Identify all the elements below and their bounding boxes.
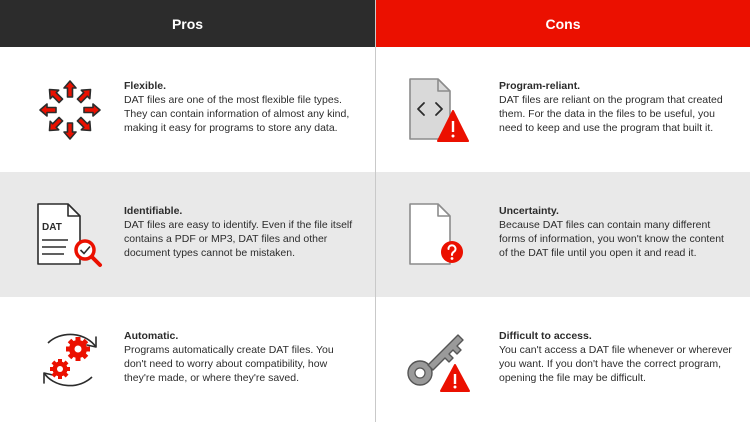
cons-row-program-reliant: [376, 47, 750, 172]
pros-header-label: Pros: [171, 15, 204, 32]
cons-program-reliant-text: [499, 79, 734, 135]
dat-file-search-icon: [30, 200, 110, 270]
pros-automatic-body: Programs automatically create DAT files. You don't need to worry about compatibility, how they're made, or where they're saved.: [124, 344, 334, 384]
code-file-warning-icon: [400, 75, 480, 145]
pros-identifiable-text: [124, 204, 359, 260]
cons-uncertainty-title: Uncertainty.: [499, 205, 559, 217]
cons-header-label: Cons: [545, 15, 581, 32]
pros-flexible-body: DAT files are one of the most flexible file types. They can contain information of almost any kind, making it easy for programs to store any data.: [124, 94, 350, 134]
cons-difficult-access-text: [499, 329, 734, 385]
pros-row-flexible: [0, 47, 375, 172]
pros-row-identifiable: [0, 172, 375, 297]
pros-automatic-title: Automatic.: [124, 330, 179, 342]
cons-difficult-access-title: Difficult to access.: [499, 330, 592, 342]
pros-identifiable-body: DAT files are easy to identify. Even if the file itself contains a PDF or MP3, DAT files and other document types cannot be mistaken.: [124, 219, 353, 259]
key-warning-icon: [400, 325, 480, 395]
cons-uncertainty-body: Because DAT files can contain many different forms of information, you won't know the content of the DAT file until you open it and read it.: [499, 219, 724, 259]
cons-program-reliant-body: DAT files are reliant on the program that created them. For the data in the files to be useful, you need to keep and use the program that built it.: [499, 94, 723, 134]
cons-row-difficult-access: [376, 297, 750, 422]
cons-column: [376, 0, 750, 422]
pros-row-automatic: [0, 297, 375, 422]
file-question-icon: [400, 200, 480, 270]
cons-difficult-access-body: You can't access a DAT file whenever or wherever you want. If you don't have the correct program, opening the file may be difficult.: [499, 344, 732, 384]
pros-flexible-text: [124, 79, 359, 135]
pros-automatic-text: [124, 329, 359, 385]
gears-cycle-icon: [30, 325, 110, 395]
cons-program-reliant-title: Program-reliant.: [499, 80, 581, 92]
dat-label: DAT: [42, 222, 62, 233]
cons-header: [376, 0, 750, 47]
arrows-out-icon: [30, 75, 110, 145]
cons-row-uncertainty: [376, 172, 750, 297]
cons-uncertainty-text: [499, 204, 734, 260]
pros-header: [0, 0, 375, 47]
pros-flexible-title: Flexible.: [124, 80, 167, 92]
pros-identifiable-title: Identifiable.: [124, 205, 183, 217]
